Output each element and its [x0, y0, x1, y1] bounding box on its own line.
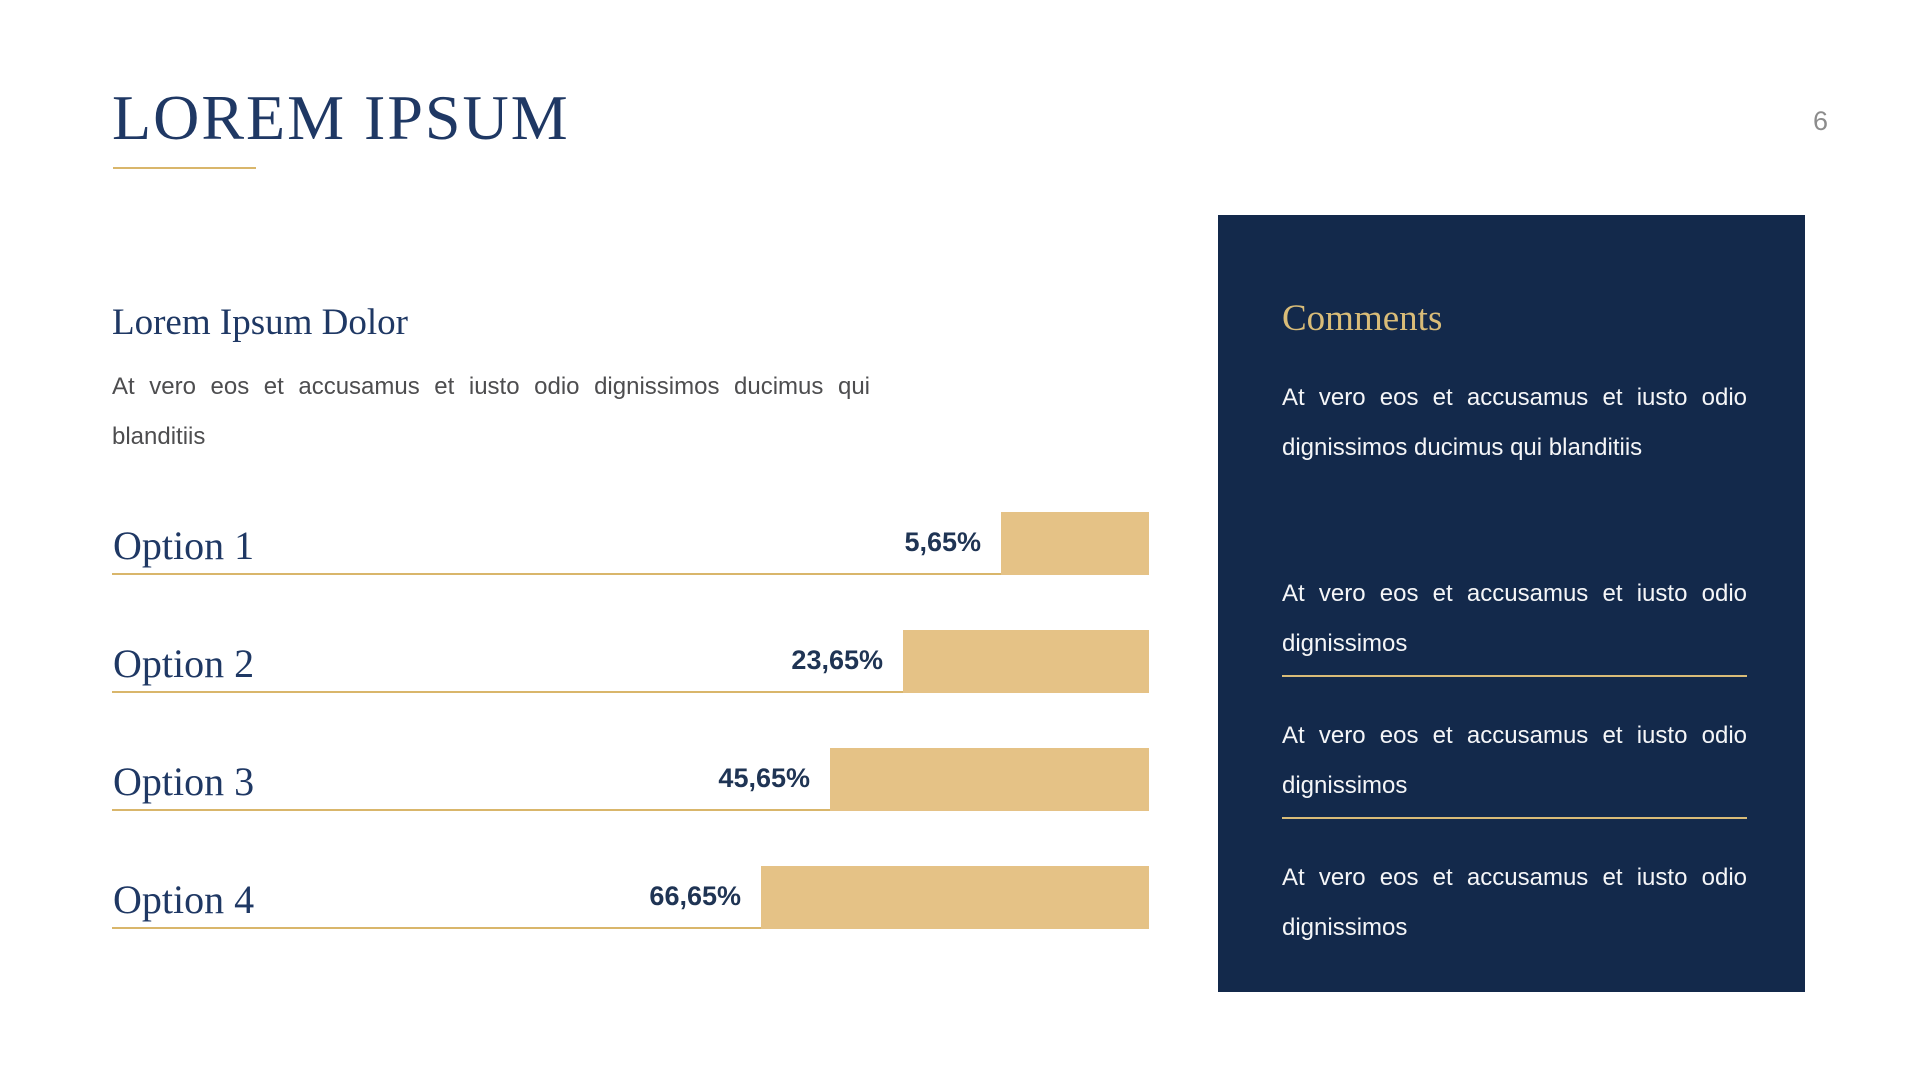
chart-row-option-4	[112, 866, 1149, 929]
section-heading: Lorem Ipsum Dolor	[112, 302, 408, 343]
title-underline	[113, 167, 256, 169]
comment-paragraph: At vero eos et accusamus et iusto odio dignissimos	[1282, 864, 1747, 941]
comments-heading: Comments	[1282, 298, 1443, 339]
comment-paragraph: At vero eos et accusamus et iusto odio dignissimos ducimus qui blanditiis	[1282, 384, 1747, 461]
comment-divider	[1282, 675, 1747, 677]
bar-value-label: 5,65%	[904, 527, 981, 557]
bar-value-label: 66,65%	[649, 881, 741, 911]
comment-paragraph: At vero eos et accusamus et iusto odio dignissimos	[1282, 580, 1747, 657]
bar-label: Option 2	[113, 641, 255, 686]
bar-option-4	[761, 866, 1149, 929]
bar-label: Option 1	[113, 523, 255, 568]
chart-row-option-2	[112, 630, 1149, 693]
bar-value-label: 45,65%	[718, 763, 810, 793]
comment-paragraph: At vero eos et accusamus et iusto odio dignissimos	[1282, 722, 1747, 799]
bar-label: Option 4	[113, 877, 255, 922]
comment-divider	[1282, 817, 1747, 819]
section-body-text: At vero eos et accusamus et iusto odio dignissimos ducimus qui blanditiis	[112, 373, 870, 450]
bar-value-label: 23,65%	[791, 645, 883, 675]
bar-option-1	[1001, 512, 1149, 575]
bar-label: Option 3	[113, 759, 255, 804]
page-number: 6	[1812, 106, 1828, 136]
bar-option-2	[903, 630, 1149, 693]
slide-title: LOREM IPSUM	[112, 82, 570, 153]
bar-chart	[112, 512, 1149, 984]
bar-option-3	[830, 748, 1149, 811]
chart-row-option-3	[112, 748, 1149, 811]
comments-panel	[1218, 215, 1805, 992]
chart-row-option-1	[112, 512, 1149, 575]
